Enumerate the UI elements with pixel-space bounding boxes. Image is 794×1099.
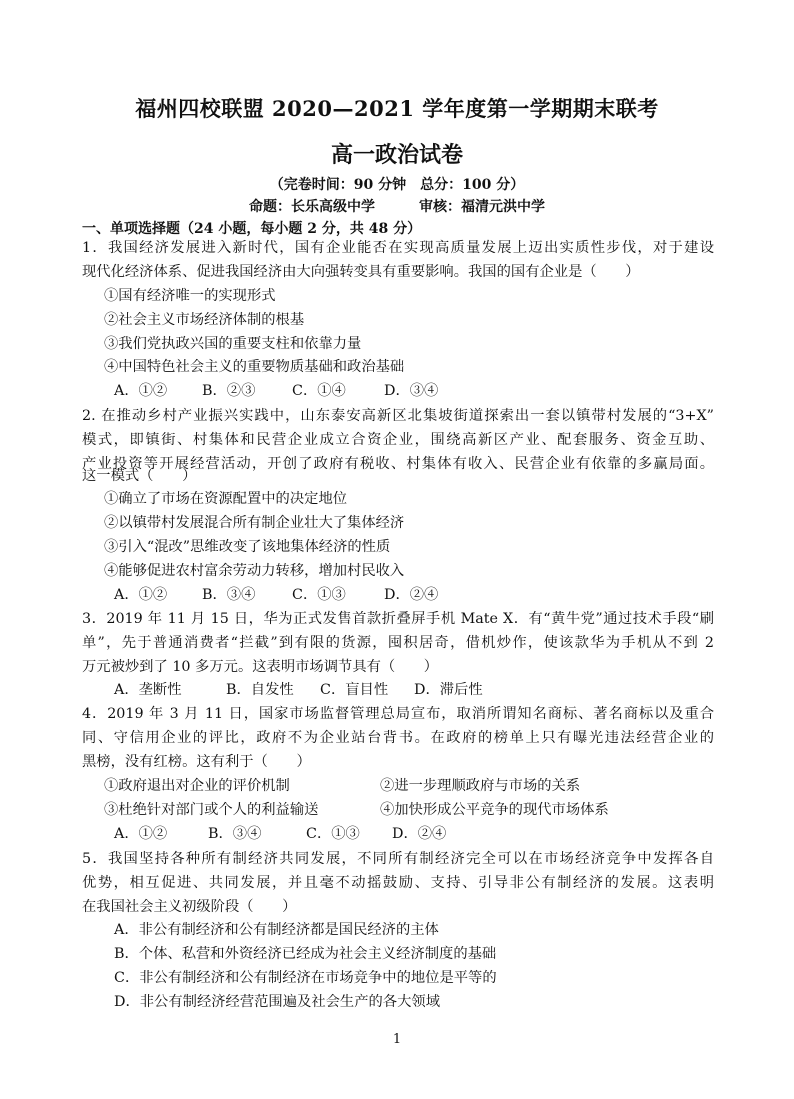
q5-choice-c: C．非公有制经济和公有制经济在市场竞争中的地位是平等的 xyxy=(114,970,497,986)
q5-stem-line: 优势，相互促进、共同发展，并且毫不动摇鼓励、支持、引导非公有制经济的发展。这表明 xyxy=(82,875,714,891)
q4-item: ④加快形成公平竞争的现代市场体系 xyxy=(380,802,609,818)
q4-item: ②进一步理顺政府与市场的关系 xyxy=(380,778,581,794)
reviewer-label: 审核：福清元洪中学 xyxy=(419,199,545,215)
q2-stem-line: 产业投资等开展经营活动，开创了政府有税收、村集体有收入、民营企业有依靠的多赢局面。 xyxy=(82,456,714,472)
q2-choice-d: D．②④ xyxy=(384,587,439,603)
exam-subtitle: 高一政治试卷 xyxy=(330,142,463,168)
q3-stem-line: 单”，先于普通消费者“拦截”到有限的货源，囤积居奇，借机炒作，使该款华为手机从不到 2 xyxy=(82,635,714,651)
q3-choice-d: D．滞后性 xyxy=(414,682,483,698)
q5-choice-b: B．个体、私营和外资经济已经成为社会主义经济制度的基础 xyxy=(114,946,497,962)
q2-stem-line: 这一模式（ ） xyxy=(82,468,197,484)
q1-item: ③我们党执政兴国的重要支柱和依靠力量 xyxy=(104,336,362,352)
q5-choice-a: A．非公有制经济和公有制经济都是国民经济的主体 xyxy=(114,922,439,938)
q5-stem-line: 5．我国坚持各种所有制经济共同发展，不同所有制经济完全可以在市场经济竞争中发挥各自 xyxy=(82,851,714,867)
author-label: 命题：长乐高级中学 xyxy=(249,199,375,215)
q1-stem-line: 1．我国经济发展进入新时代，国有企业能否在实现高质量发展上迈出实质性步伐，对于建设 xyxy=(82,240,714,256)
q4-choice-a: A．①② xyxy=(114,826,168,842)
q1-choice-b: B．②③ xyxy=(202,383,256,399)
q2-item: ②以镇带村发展混合所有制企业壮大了集体经济 xyxy=(104,515,405,531)
time-score-info: （完卷时间：90 分钟 总分：100 分） xyxy=(269,177,525,193)
q2-choice-c: C．①③ xyxy=(292,587,346,603)
q2-item: ③引入“混改”思维改变了该地集体经济的性质 xyxy=(104,539,391,555)
page-number: 1 xyxy=(392,1032,402,1047)
q2-choice-b: B．③④ xyxy=(202,587,256,603)
q2-item: ④能够促进农村富余劳动力转移，增加村民收入 xyxy=(104,563,405,579)
section-heading: 一、单项选择题（24 小题，每小题 2 分，共 48 分） xyxy=(82,221,422,237)
q5-choice-d: D．非公有制经济经营范围遍及社会生产的各大领域 xyxy=(114,994,440,1010)
q1-choice-c: C．①④ xyxy=(292,383,346,399)
q5-stem-line: 在我国社会主义初级阶段（ ） xyxy=(82,899,297,915)
q4-item: ①政府退出对企业的评价机制 xyxy=(104,778,290,794)
q3-choice-c: C．盲目性 xyxy=(320,682,389,698)
q1-item: ②社会主义市场经济体制的根基 xyxy=(104,312,305,328)
q3-stem-line: 万元被炒到了 10 多万元。这表明市场调节具有（ ） xyxy=(82,659,439,675)
q4-stem-line: 同、守信用企业的评比，政府不为企业站台背书。在政府的榜单上只有曝光违法经营企业的 xyxy=(82,730,714,746)
q2-choice-a: A．①② xyxy=(114,587,168,603)
q1-choice-d: D．③④ xyxy=(384,383,439,399)
q3-choice-a: A．垄断性 xyxy=(114,682,182,698)
q4-stem-line: 黑榜，没有红榜。这有利于（ ） xyxy=(82,754,311,770)
q4-item: ③杜绝针对部门或个人的利益输送 xyxy=(104,802,319,818)
q1-choice-a: A．①② xyxy=(114,383,168,399)
q2-stem-line: 2. 在推动乡村产业振兴实践中，山东泰安高新区北集坡街道探索出一套以镇带村发展的“3+X” xyxy=(82,408,714,424)
q3-stem-line: 3．2019 年 11 月 15 日，华为正式发售首款折叠屏手机 Mate X．有“黄牛党”通过技术手段“刷 xyxy=(82,611,714,627)
q2-stem-line: 模式，即镇街、村集体和民营企业成立合资企业，围绕高新区产业、配套服务、资金互助、 xyxy=(82,432,714,448)
q2-item: ①确立了市场在资源配置中的决定地位 xyxy=(104,491,348,507)
q4-choice-d: D．②④ xyxy=(392,826,447,842)
q3-choice-b: B．自发性 xyxy=(226,682,294,698)
q4-stem-line: 4．2019 年 3 月 11 日，国家市场监督管理总局宣布，取消所谓知名商标、著名商标以及重合 xyxy=(82,706,714,722)
exam-title: 福州四校联盟 2020—2021 学年度第一学期期末联考 xyxy=(135,96,659,121)
author-info xyxy=(0,196,794,216)
q4-choice-b: B．③④ xyxy=(208,826,262,842)
q4-choice-c: C．①③ xyxy=(306,826,360,842)
q1-item: ④中国特色社会主义的重要物质基础和政治基础 xyxy=(104,359,405,375)
q1-stem-line: 现代化经济体系、促进我国经济由大向强转变具有重要影响。我国的国有企业是（ ） xyxy=(82,264,640,280)
q1-item: ①国有经济唯一的实现形式 xyxy=(104,288,276,304)
